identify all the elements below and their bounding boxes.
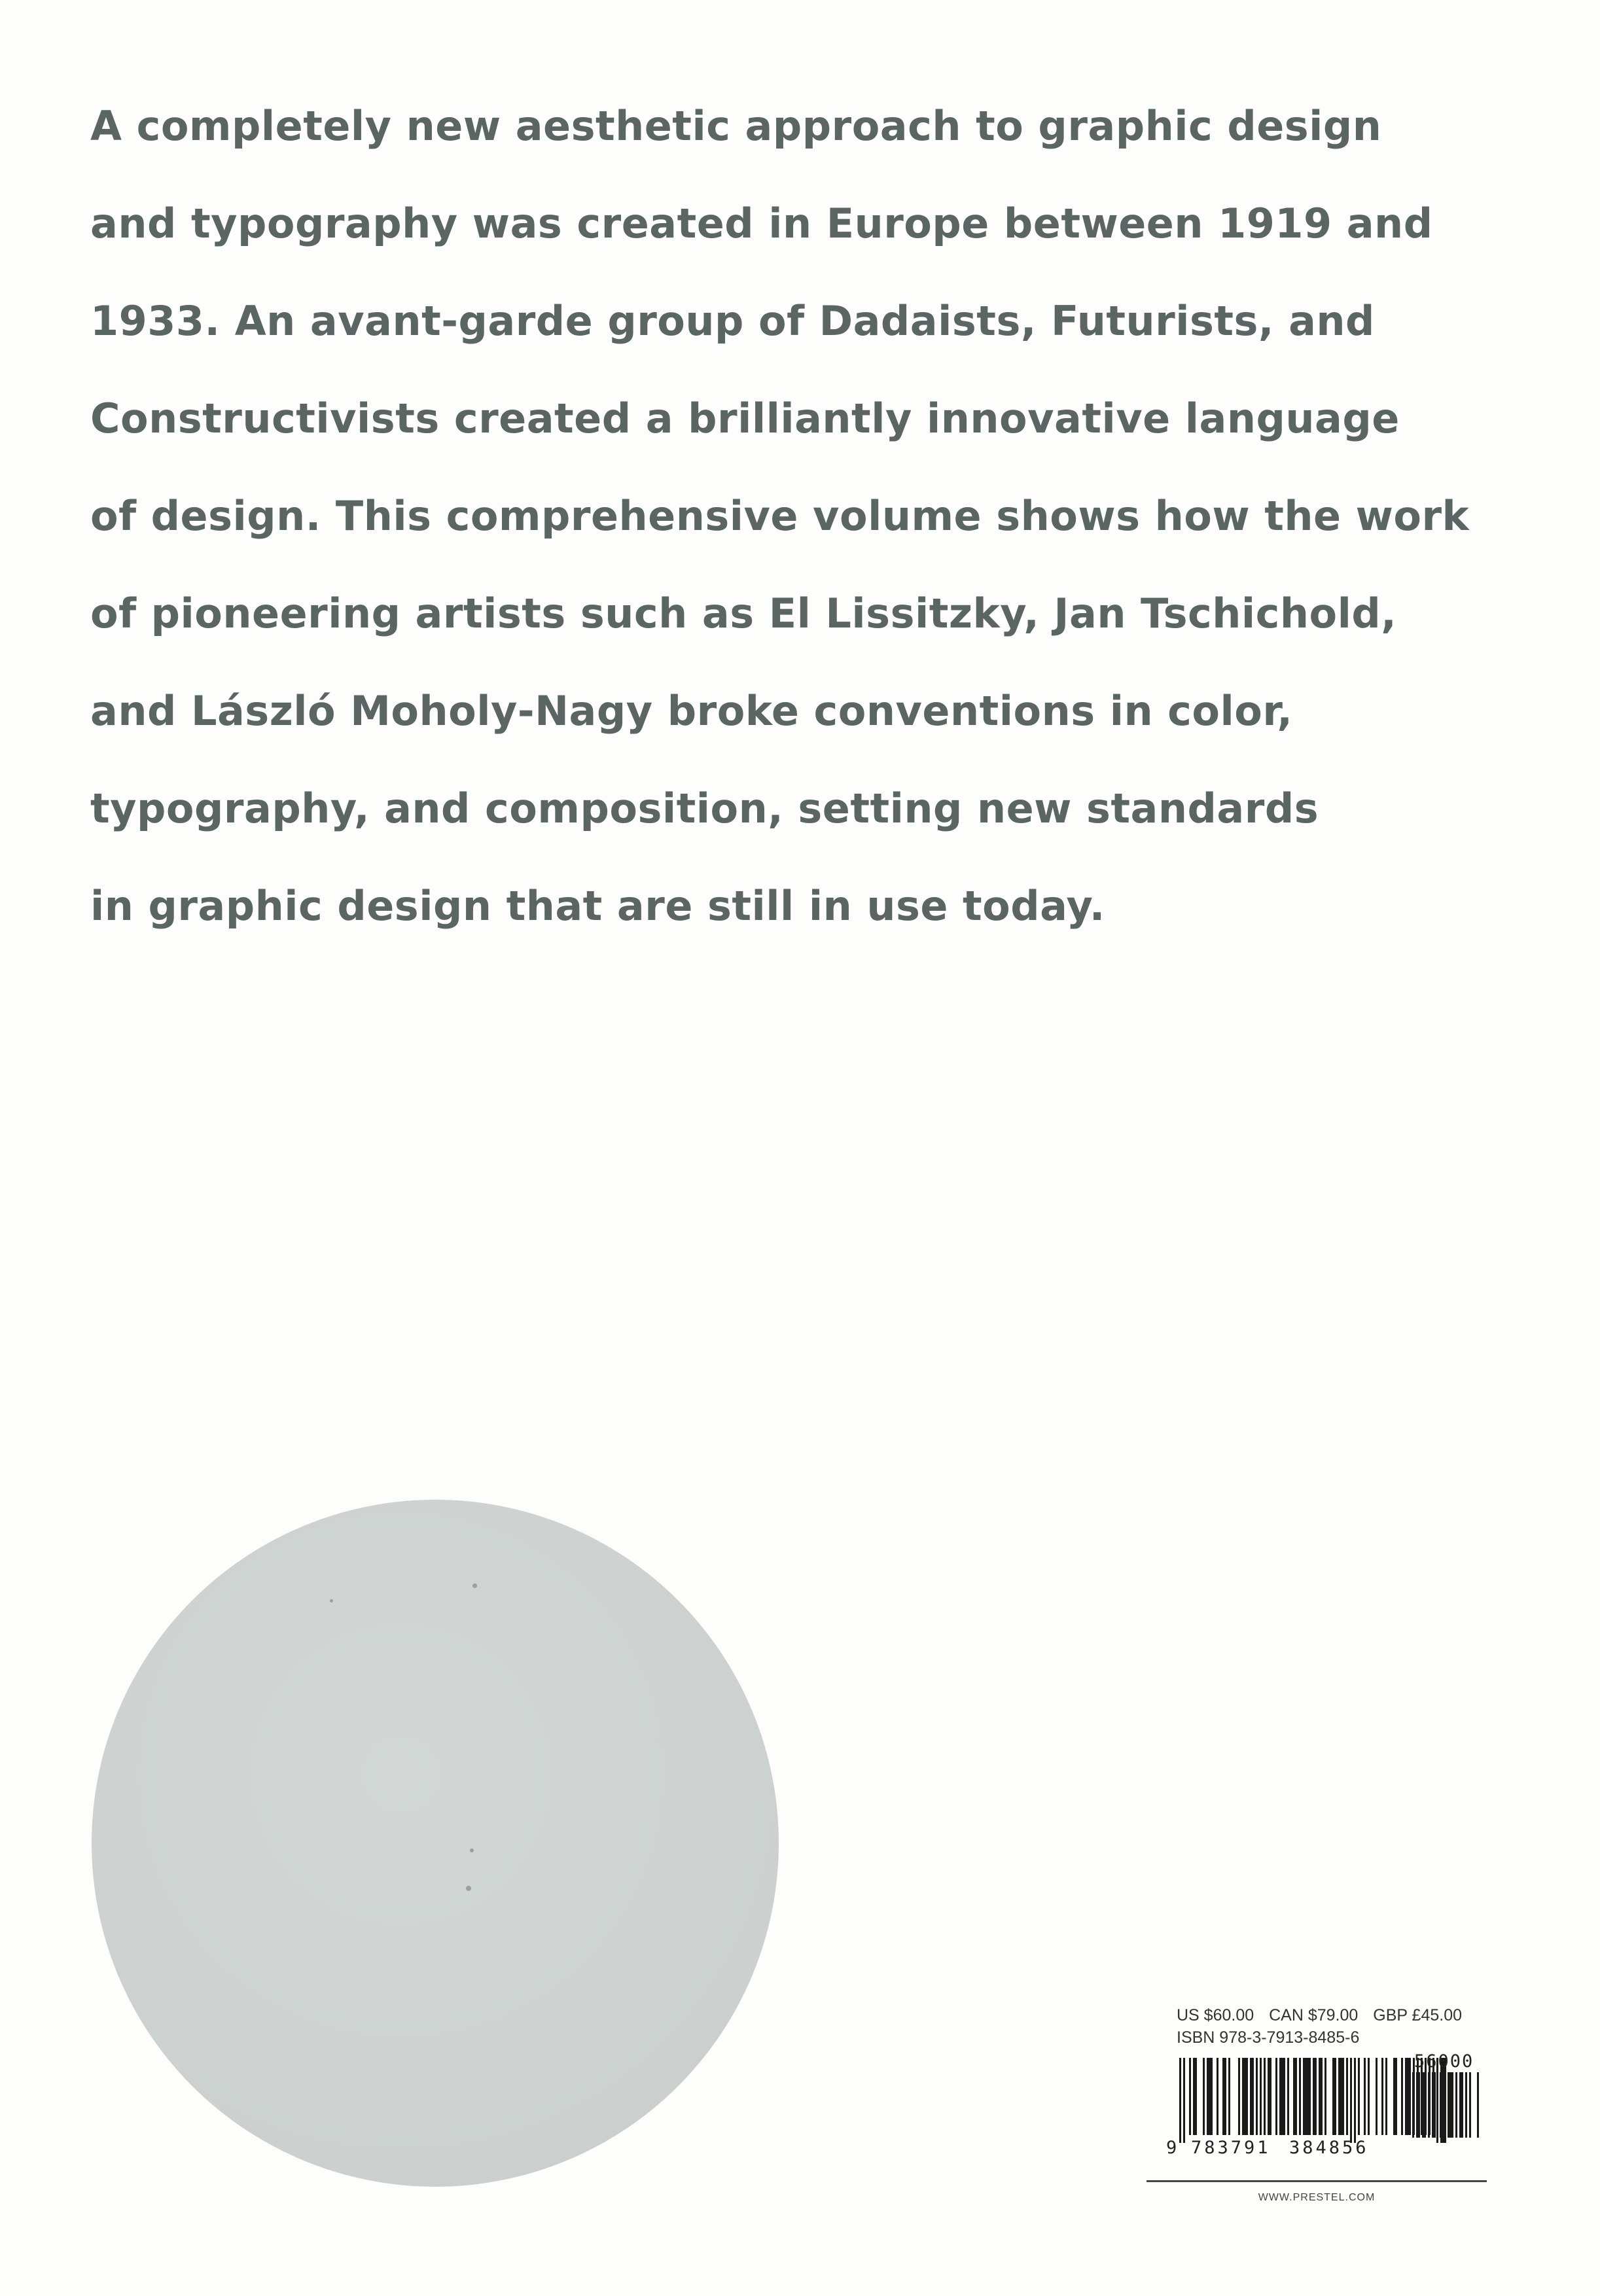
barcode-bar xyxy=(1455,2072,1457,2138)
divider-rule xyxy=(1147,2180,1487,2182)
barcode-bar xyxy=(1242,2058,1248,2135)
addon-digits: 56000 xyxy=(1414,2051,1474,2072)
barcode-bar xyxy=(1385,2058,1387,2135)
barcode-bar xyxy=(1222,2058,1226,2135)
ean-barcode xyxy=(1179,2058,1446,2143)
blurb-line: and László Moholy-Nagy broke conventions in color, xyxy=(90,687,1293,735)
barcode-bar xyxy=(1428,2072,1430,2138)
barcode-bar xyxy=(1422,2072,1426,2138)
barcode-bar xyxy=(1250,2058,1254,2135)
barcode-bar xyxy=(1256,2058,1258,2135)
barcode-bar xyxy=(1207,2058,1213,2135)
blurb-line: of design. This comprehensive volume shows how the work xyxy=(90,492,1470,540)
barcode-bar xyxy=(1193,2058,1197,2135)
blurb-line: Constructivists created a brilliantly innovative language xyxy=(90,395,1400,442)
publisher-website: WWW.PRESTEL.COM xyxy=(1258,2192,1376,2203)
grey-circle-graphic xyxy=(92,1500,779,2187)
barcode-bar xyxy=(1238,2058,1240,2135)
barcode-bar xyxy=(1350,2058,1352,2143)
price-can: CAN $79.00 xyxy=(1269,2006,1359,2024)
barcode-bar xyxy=(1332,2058,1336,2135)
blurb-line: and typography was created in Europe between 1919 and xyxy=(90,200,1433,247)
isbn-label: ISBN 978-3-7913-8485-6 xyxy=(1177,2028,1360,2047)
barcode-bar xyxy=(1319,2058,1323,2135)
blurb-line: of pioneering artists such as El Lissitzky, Jan Tschichold, xyxy=(90,590,1397,637)
blurb-line: A completely new aesthetic approach to graphic design xyxy=(90,102,1382,150)
price-us: US $60.00 xyxy=(1177,2006,1254,2024)
barcode-bar xyxy=(1228,2058,1230,2135)
barcode-bar xyxy=(1189,2058,1191,2135)
barcode-bar xyxy=(1183,2058,1185,2143)
barcode-bar xyxy=(1203,2058,1205,2135)
barcode-bar xyxy=(1275,2058,1277,2135)
barcode-bar xyxy=(1393,2058,1397,2135)
barcode-digits-right: 384856 xyxy=(1289,2138,1369,2158)
barcode-bar xyxy=(1459,2072,1463,2138)
paper-speck xyxy=(330,1599,333,1602)
barcode-bar xyxy=(1448,2072,1453,2138)
barcode-bar xyxy=(1465,2072,1467,2138)
back-cover-blurb xyxy=(90,92,1556,969)
blurb-line: typography, and composition, setting new standards xyxy=(90,785,1319,832)
barcode-bar xyxy=(1440,2072,1442,2138)
barcode-bar xyxy=(1260,2058,1262,2135)
barcode-bar xyxy=(1299,2058,1301,2135)
barcode-bar xyxy=(1358,2058,1360,2135)
barcode-bar xyxy=(1444,2072,1446,2138)
barcode-digit-lead: 9 xyxy=(1166,2138,1177,2158)
paper-speck xyxy=(472,1583,477,1588)
barcode-bar xyxy=(1368,2058,1370,2135)
barcode-bar xyxy=(1279,2058,1285,2135)
barcode-bar xyxy=(1364,2058,1366,2135)
barcode-bar xyxy=(1376,2058,1378,2135)
price-gbp: GBP £45.00 xyxy=(1373,2006,1463,2024)
addon-barcode xyxy=(1412,2072,1479,2138)
barcode-bar xyxy=(1293,2058,1297,2135)
barcode-bar xyxy=(1416,2072,1420,2138)
barcode-bar xyxy=(1303,2058,1311,2135)
blurb-line: 1933. An avant-garde group of Dadaists, Futurists, and xyxy=(90,297,1375,345)
barcode-bar xyxy=(1469,2072,1471,2138)
blurb-line: in graphic design that are still in use today. xyxy=(90,882,1105,930)
barcode-bar xyxy=(1313,2058,1317,2135)
barcode-bar xyxy=(1338,2058,1344,2135)
price-line xyxy=(1177,2004,1487,2026)
barcode-bar xyxy=(1412,2072,1414,2138)
barcode-bar xyxy=(1432,2072,1436,2138)
barcode-bar xyxy=(1179,2058,1181,2143)
barcode-bar xyxy=(1401,2058,1403,2135)
barcode-bar xyxy=(1354,2058,1356,2143)
paper-speck xyxy=(470,1848,474,1852)
barcode-bar xyxy=(1217,2058,1218,2135)
barcode-icon xyxy=(1165,2049,1479,2160)
barcode-bar xyxy=(1324,2058,1326,2135)
paper-speck xyxy=(466,1886,471,1891)
barcode-bar xyxy=(1477,2072,1479,2138)
barcode-bar xyxy=(1287,2058,1289,2135)
barcode-bar xyxy=(1268,2058,1271,2135)
barcode-bar xyxy=(1405,2058,1411,2135)
barcode-bar xyxy=(1346,2058,1348,2135)
barcode-bar xyxy=(1381,2058,1383,2135)
barcode-block xyxy=(1147,2004,1487,2160)
barcode-digits-left: 783791 xyxy=(1191,2138,1271,2158)
barcode-bar xyxy=(1264,2058,1266,2135)
